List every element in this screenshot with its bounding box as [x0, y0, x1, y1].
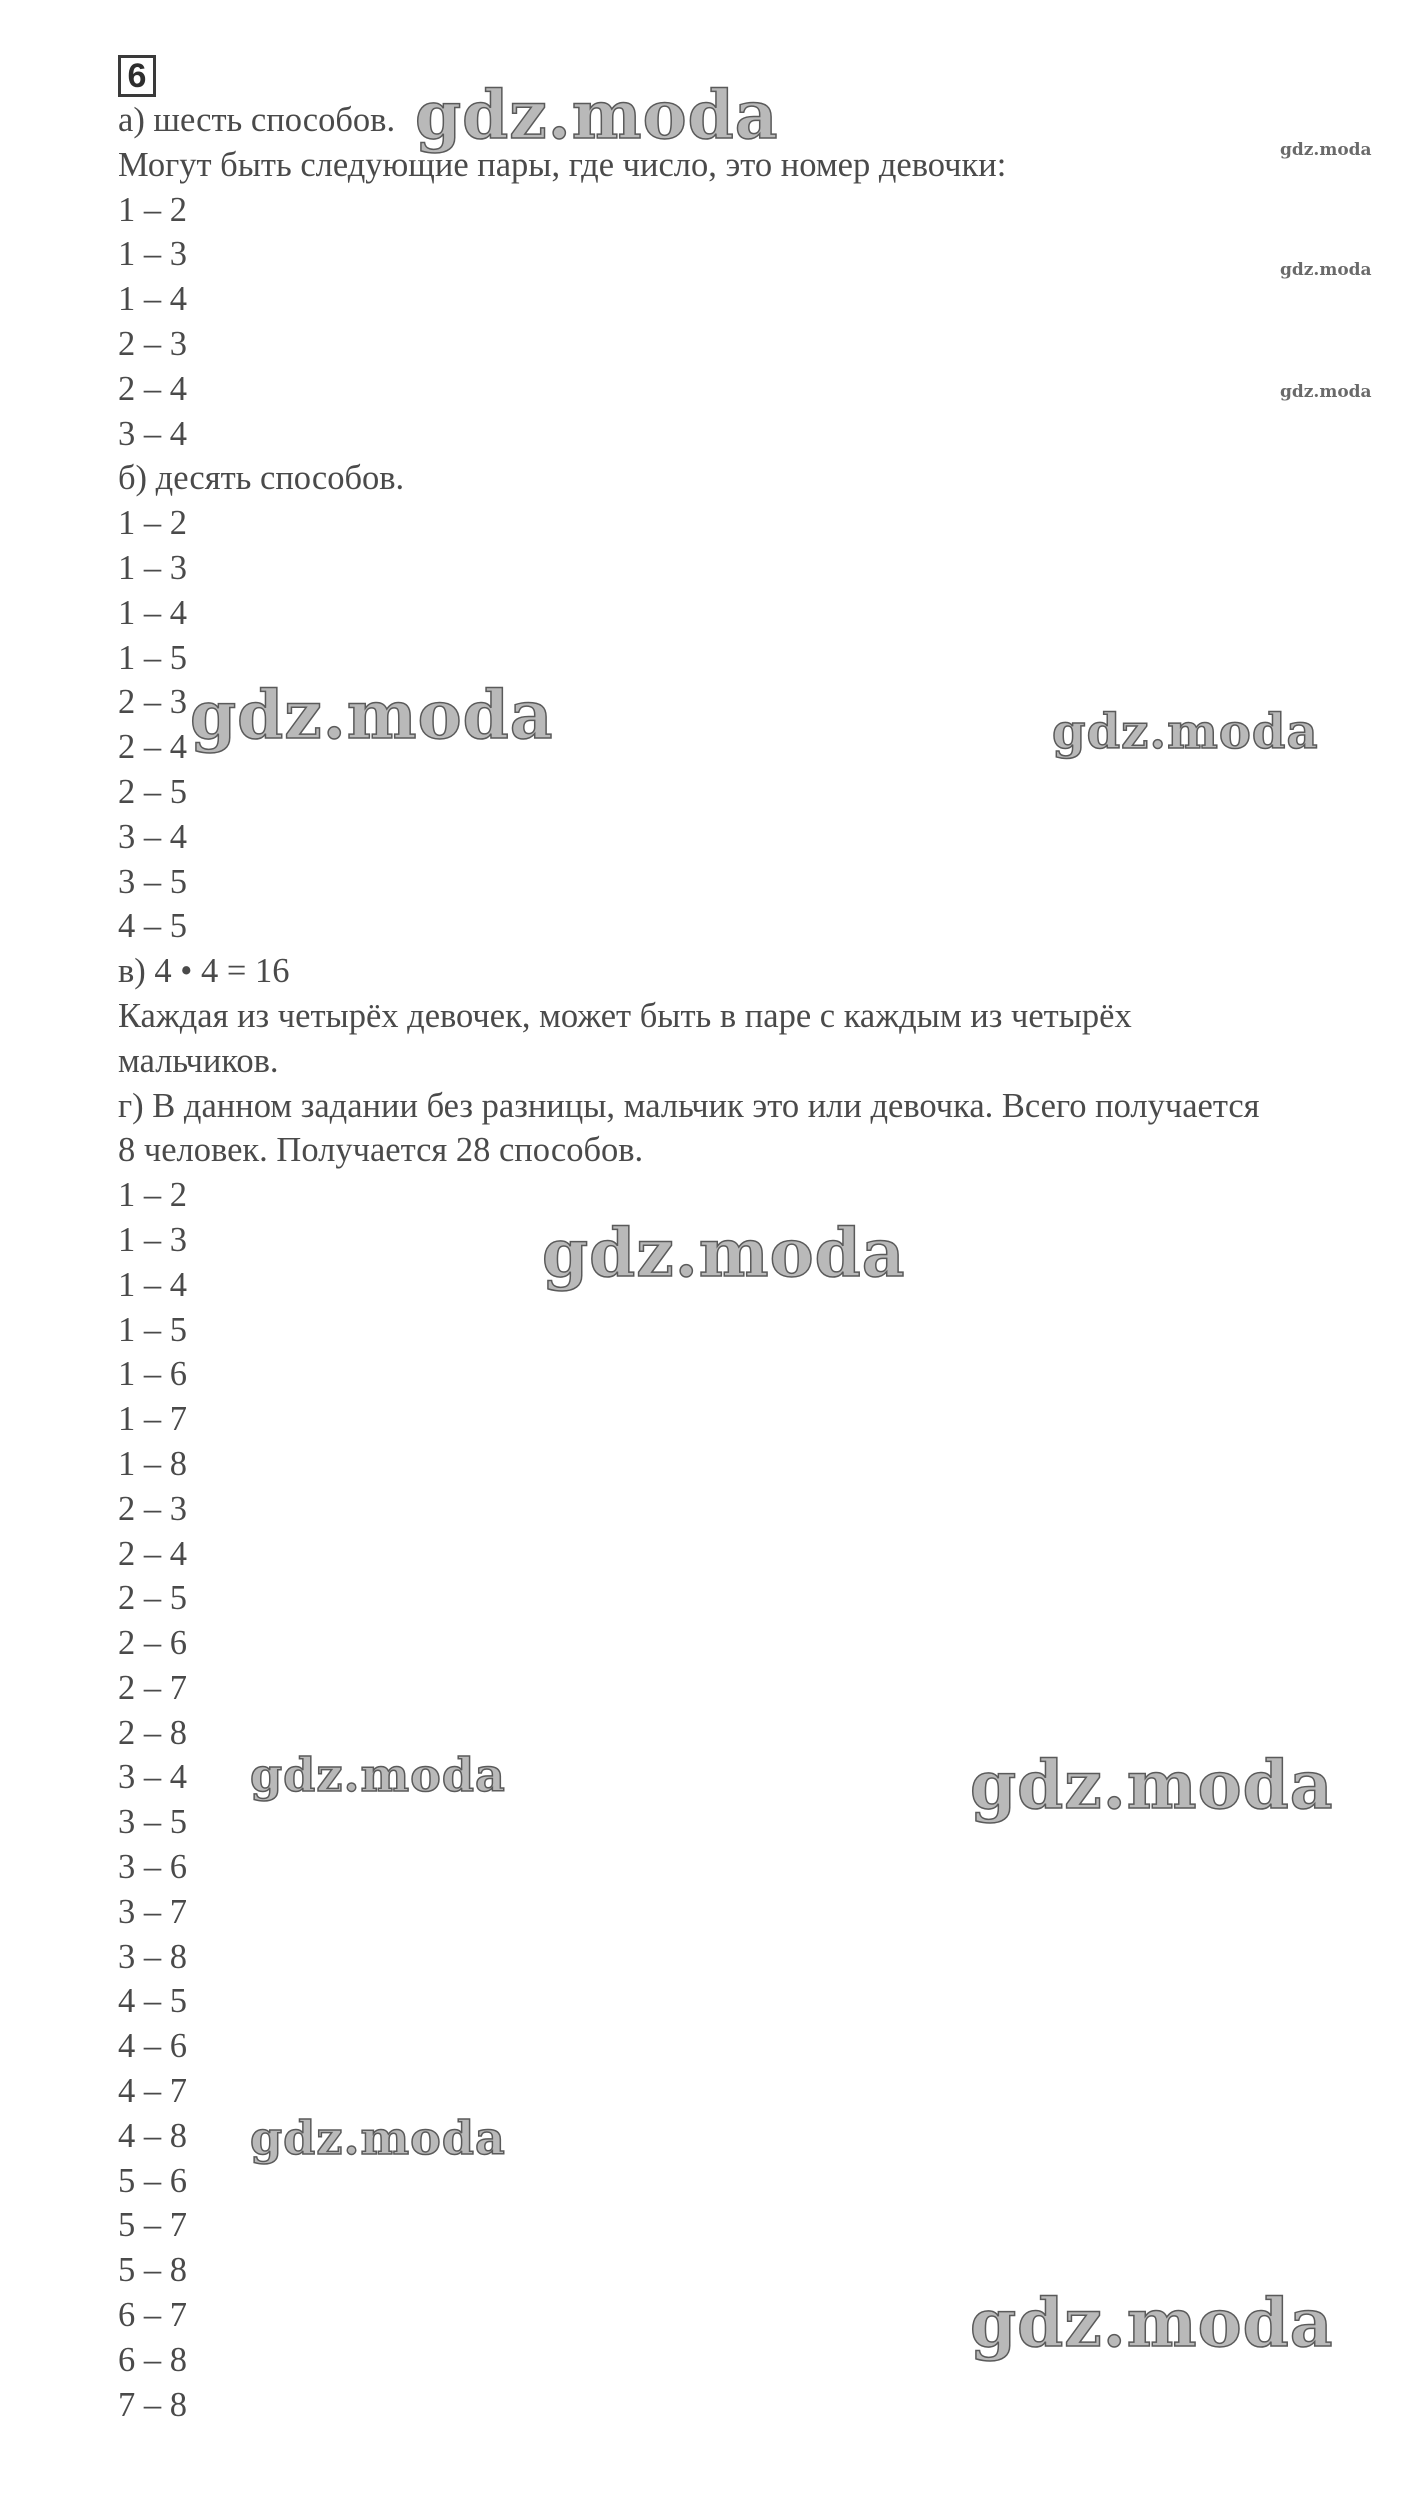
text-line: 6 – 8	[118, 2340, 187, 2379]
watermark: gdz.moda	[190, 676, 554, 754]
text-line: Могут быть следующие пары, где число, это номер девочки:	[118, 145, 1007, 184]
text-line: 4 – 5	[118, 907, 187, 946]
text-line: мальчиков.	[118, 1041, 279, 1080]
text-line: 5 – 8	[118, 2251, 187, 2290]
watermark: gdz.moda	[1280, 382, 1372, 402]
watermark: gdz.moda	[1052, 704, 1319, 760]
text-line: в) 4 • 4 = 16	[118, 952, 290, 991]
watermark: gdz.moda	[970, 2284, 1334, 2362]
text-line: 2 – 3	[118, 1489, 187, 1528]
text-line: 3 – 4	[118, 817, 187, 856]
text-line: 1 – 3	[118, 235, 187, 274]
text-line: 1 – 4	[118, 280, 187, 319]
text-line: 2 – 7	[118, 1668, 187, 1707]
text-line: 1 – 2	[118, 1176, 187, 1215]
text-line: 6 – 7	[118, 2296, 187, 2335]
text-line: 2 – 6	[118, 1624, 187, 1663]
watermark: gdz.moda	[970, 1746, 1334, 1824]
text-line: 2 – 3	[118, 324, 187, 363]
text-line: б) десять способов.	[118, 459, 405, 498]
text-line: 1 – 7	[118, 1400, 187, 1439]
text-line: 1 – 2	[118, 504, 187, 543]
text-line: 5 – 7	[118, 2206, 187, 2245]
text-line: 2 – 5	[118, 1579, 187, 1618]
text-line: 1 – 3	[118, 1220, 187, 1259]
text-line: Каждая из четырёх девочек, может быть в паре с каждым из четырёх	[118, 996, 1132, 1035]
text-line: 3 – 5	[118, 1803, 187, 1842]
text-line: 4 – 8	[118, 2116, 187, 2155]
text-line: 2 – 3	[118, 683, 187, 722]
text-line: 3 – 5	[118, 862, 187, 901]
task-number-box: 6	[118, 55, 156, 97]
text-line: 1 – 5	[118, 638, 187, 677]
text-line: 4 – 5	[118, 1982, 187, 2021]
text-line: 4 – 7	[118, 2072, 187, 2111]
watermark: gdz.moda	[542, 1214, 906, 1292]
text-line: 3 – 4	[118, 414, 187, 453]
text-line: 2 – 8	[118, 1713, 187, 1752]
text-line: 2 – 4	[118, 1534, 187, 1573]
text-line: а) шесть способов.	[118, 101, 396, 139]
text-line: 2 – 4	[118, 728, 187, 767]
text-line: 1 – 2	[118, 190, 187, 229]
text-line: 3 – 8	[118, 1937, 187, 1976]
text-line: 3 – 6	[118, 1848, 187, 1887]
text-line: 4 – 6	[118, 2027, 187, 2066]
text-line: 1 – 4	[118, 1265, 187, 1304]
watermark: gdz.moda	[250, 2111, 506, 2165]
text-line: г) В данном задании без разницы, мальчик это или девочка. Всего получается	[118, 1086, 1260, 1125]
watermark: gdz.moda	[250, 1748, 506, 1802]
watermark: gdz.moda	[1280, 260, 1372, 280]
text-line: 3 – 4	[118, 1758, 187, 1797]
text-line: 1 – 5	[118, 1310, 187, 1349]
text-line: 8 человек. Получается 28 способов.	[118, 1131, 644, 1170]
text-line: 1 – 8	[118, 1444, 187, 1483]
text-line: 7 – 8	[118, 2385, 187, 2424]
text-line: 1 – 4	[118, 593, 187, 632]
text-line: 1 – 6	[118, 1355, 187, 1394]
text-line: 3 – 7	[118, 1892, 187, 1931]
watermark: gdz.moda	[1280, 140, 1372, 160]
text-line: 2 – 4	[118, 369, 187, 408]
text-line: 5 – 6	[118, 2161, 187, 2200]
text-line: 2 – 5	[118, 772, 187, 811]
watermark: gdz.moda	[415, 76, 779, 154]
text-line: 1 – 3	[118, 548, 187, 587]
